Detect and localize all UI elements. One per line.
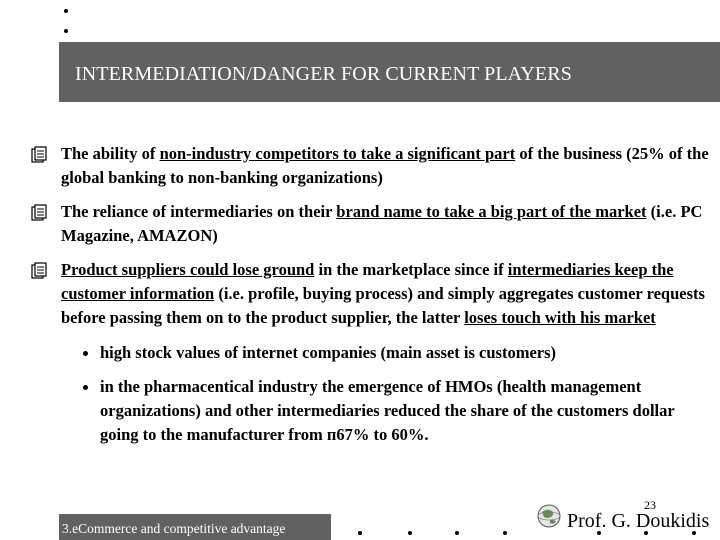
decor-dot bbox=[408, 531, 412, 535]
bullet-item bbox=[30, 258, 710, 330]
page-number: 23 bbox=[644, 498, 656, 512]
notepad-bullet-icon bbox=[30, 146, 48, 164]
bullet-text: The ability of bbox=[61, 144, 160, 163]
decor-dot bbox=[455, 531, 459, 535]
globe-logo-icon bbox=[535, 502, 563, 530]
bullet-text: in the marketplace since if bbox=[314, 260, 508, 279]
sub-bullet-text: high stock values of internet companies (main asset is customers) bbox=[100, 343, 557, 362]
footer-bar bbox=[59, 514, 331, 540]
title-bar bbox=[59, 42, 720, 102]
bullet-text: (i.e. PC Magazine, AMAZON) bbox=[61, 202, 703, 245]
sub-bullet-dot bbox=[83, 351, 88, 356]
decor-dot bbox=[64, 29, 68, 33]
sub-bullet-dot bbox=[83, 385, 88, 390]
bullet-underlined-text: loses touch with his market bbox=[464, 308, 656, 327]
decor-dot bbox=[503, 531, 507, 535]
sub-bullet-item bbox=[30, 375, 710, 447]
decor-dot bbox=[358, 531, 362, 535]
bullet-text: The reliance of intermediaries on their bbox=[61, 202, 337, 221]
bullet-list bbox=[30, 142, 710, 447]
bullet-text: (i.e. profile, buying process) and simply aggregates customer requests before passing them on to the product supplier, the latter bbox=[61, 284, 705, 327]
footer-text: 3.eCommerce and competitive advantage bbox=[62, 521, 286, 536]
bullet-underlined-text: brand name to take a big part of the market bbox=[336, 202, 647, 221]
notepad-bullet-icon bbox=[30, 262, 48, 280]
sub-bullet-item bbox=[30, 341, 710, 365]
slide-title: INTERMEDIATION/DANGER FOR CURRENT PLAYERS bbox=[75, 63, 572, 85]
bullet-text: of the business (25% of the global banking to non-banking organizations) bbox=[61, 144, 709, 187]
bullet-item bbox=[30, 200, 710, 248]
bullet-underlined-text: intermediaries keep the customer information bbox=[61, 260, 674, 303]
notepad-bullet-icon bbox=[30, 204, 48, 222]
bullet-underlined-text: non-industry competitors to take a significant part bbox=[159, 144, 516, 163]
author-name: Prof. G. Doukidis bbox=[567, 510, 710, 532]
decor-dot bbox=[64, 9, 68, 13]
sub-bullet-text: in the pharmacentical industry the emergence of HMOs (health management organizations) and other intermediaries reduced the share of the customers dollar going to the manufacturer from п67% to 60%. bbox=[100, 377, 675, 444]
bullet-item bbox=[30, 142, 710, 190]
bullet-underlined-text: Product suppliers could lose ground bbox=[61, 260, 315, 279]
